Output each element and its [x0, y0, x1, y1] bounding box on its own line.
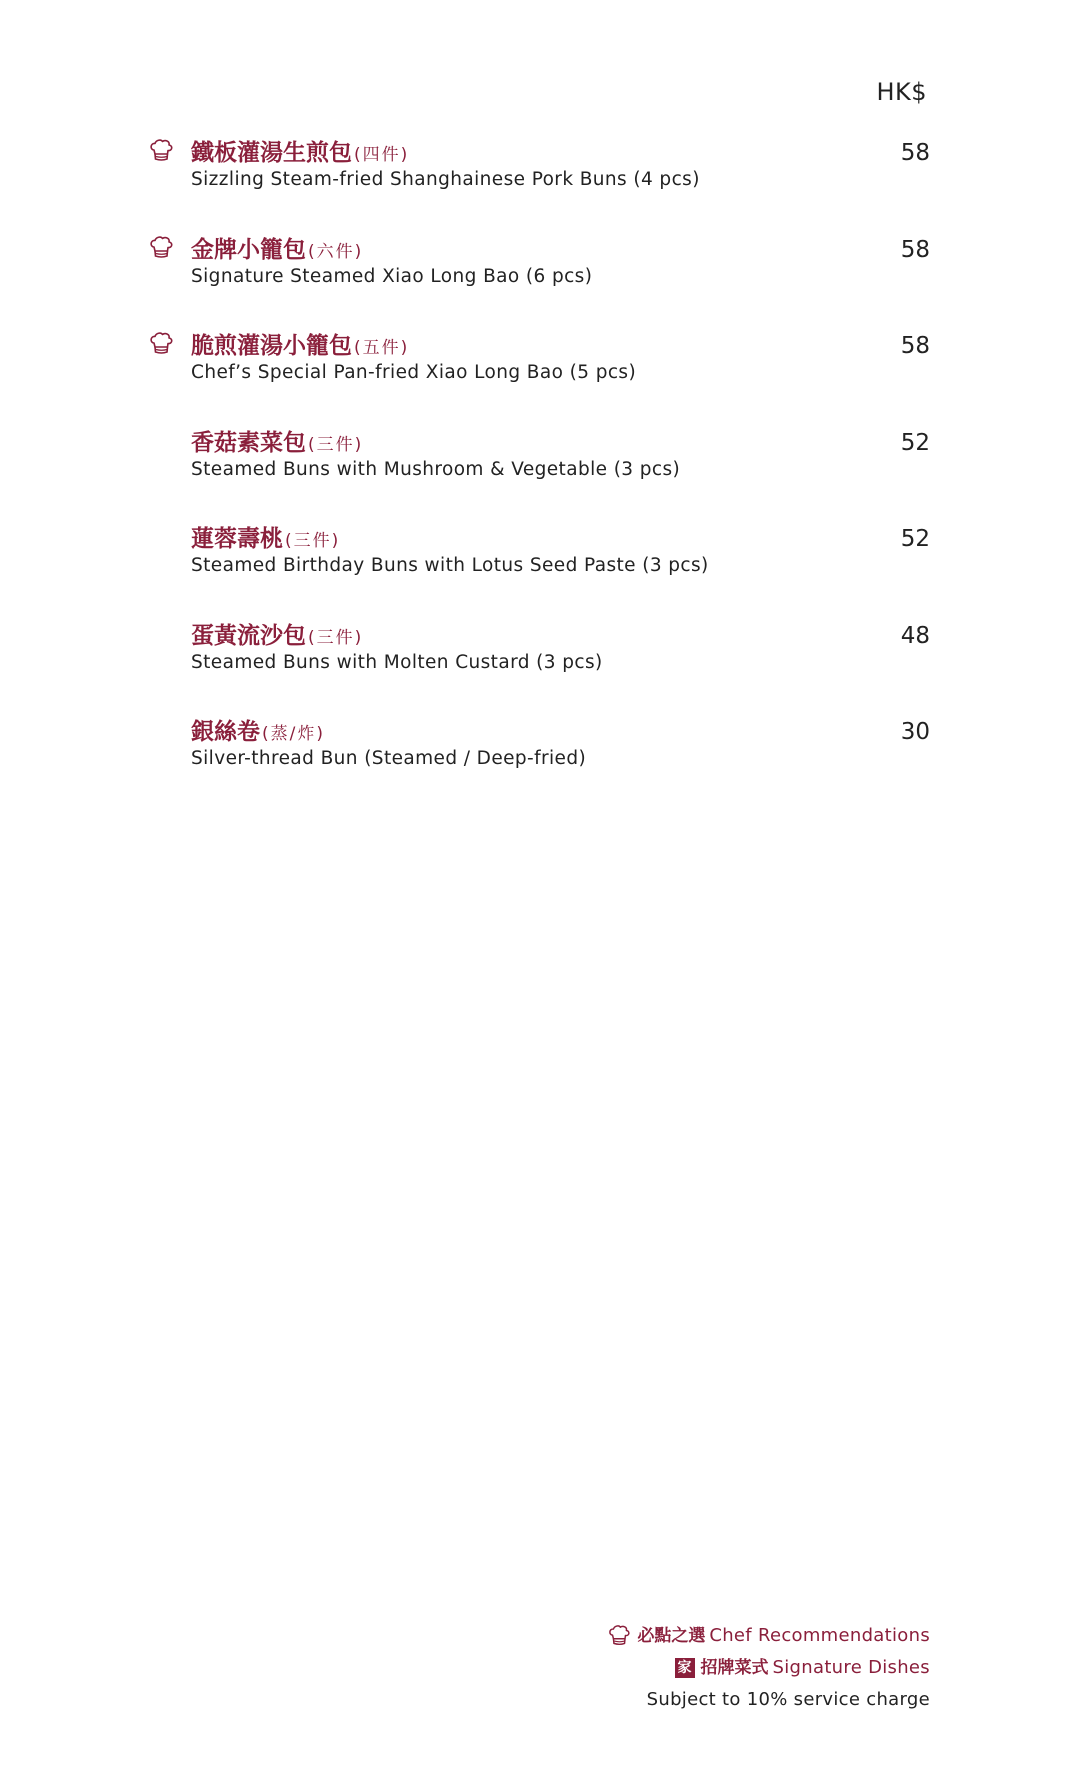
- menu-list: [148, 138, 930, 814]
- legend-signature-zh: 招牌菜式: [700, 1658, 769, 1678]
- chef-hat-icon: [607, 1624, 631, 1648]
- menu-item: [148, 524, 930, 621]
- item-name-zh: [191, 331, 409, 363]
- item-name-en: Steamed Buns with Molten Custard (3 pcs): [191, 651, 603, 673]
- item-name-zh-text: 銀絲卷: [191, 719, 260, 745]
- menu-item: [148, 428, 930, 525]
- item-name-zh: [191, 524, 340, 556]
- item-name-zh-text: 金牌小籠包: [191, 236, 306, 263]
- item-price: 58: [900, 236, 930, 263]
- menu-item: [148, 235, 930, 332]
- item-price: 30: [900, 719, 930, 745]
- item-name-zh-text: 脆煎灌湯小籠包: [191, 333, 352, 359]
- item-name-en: Chef’s Special Pan-fried Xiao Long Bao (5 pcs): [191, 362, 637, 383]
- item-name-zh: [191, 621, 363, 653]
- chef-hat-icon: [148, 235, 174, 261]
- item-price: 52: [900, 429, 930, 456]
- item-quantity: (三件): [285, 531, 341, 551]
- service-charge-note: [607, 1684, 930, 1716]
- item-quantity: (四件): [354, 145, 410, 165]
- item-name-en: Sizzling Steam-fried Shanghainese Pork Buns (4 pcs): [191, 169, 700, 190]
- item-price: 52: [900, 526, 930, 552]
- service-charge-text: Subject to 10% service charge: [646, 1689, 930, 1710]
- menu-item: [148, 621, 930, 718]
- legend-signature-en: Signature Dishes: [772, 1657, 930, 1678]
- legend-chef-en: Chef Recommendations: [709, 1625, 930, 1646]
- item-name-zh-text: 蛋黃流沙包: [191, 622, 306, 649]
- menu-item: [148, 138, 930, 235]
- item-name-zh-text: 香菇素菜包: [191, 429, 306, 456]
- chef-hat-icon: [148, 331, 174, 357]
- item-quantity: (五件): [354, 338, 410, 358]
- legend: [607, 1620, 930, 1716]
- chef-hat-icon: [148, 138, 174, 164]
- item-name-zh: [191, 717, 325, 749]
- item-quantity: (六件): [308, 241, 364, 262]
- item-name-zh-text: 蓮蓉壽桃: [191, 526, 283, 552]
- item-quantity: (三件): [308, 434, 364, 455]
- legend-signature-dishes: [607, 1652, 930, 1684]
- item-quantity: (蒸/炸): [262, 724, 325, 744]
- item-name-en: Signature Steamed Xiao Long Bao (6 pcs): [191, 265, 593, 287]
- menu-item: [148, 331, 930, 428]
- item-quantity: (三件): [308, 627, 364, 648]
- item-name-zh: [191, 138, 409, 170]
- item-name-en: Steamed Buns with Mushroom & Vegetable (3 pcs): [191, 458, 681, 480]
- item-name-en: Silver-thread Bun (Steamed / Deep-fried): [191, 748, 587, 769]
- menu-item: [148, 717, 930, 814]
- legend-chef-recommendations: [607, 1620, 930, 1652]
- item-price: 58: [900, 140, 930, 166]
- item-name-zh: [191, 428, 363, 460]
- item-price: 58: [900, 333, 930, 359]
- item-price: 48: [900, 622, 930, 649]
- currency-label: HK$: [876, 78, 927, 106]
- signature-mark-icon: 家: [675, 1658, 695, 1678]
- item-name-en: Steamed Birthday Buns with Lotus Seed Paste (3 pcs): [191, 555, 709, 576]
- item-name-zh-text: 鐵板灌湯生煎包: [191, 140, 352, 166]
- legend-chef-zh: 必點之選: [637, 1626, 706, 1646]
- item-name-zh: [191, 235, 363, 267]
